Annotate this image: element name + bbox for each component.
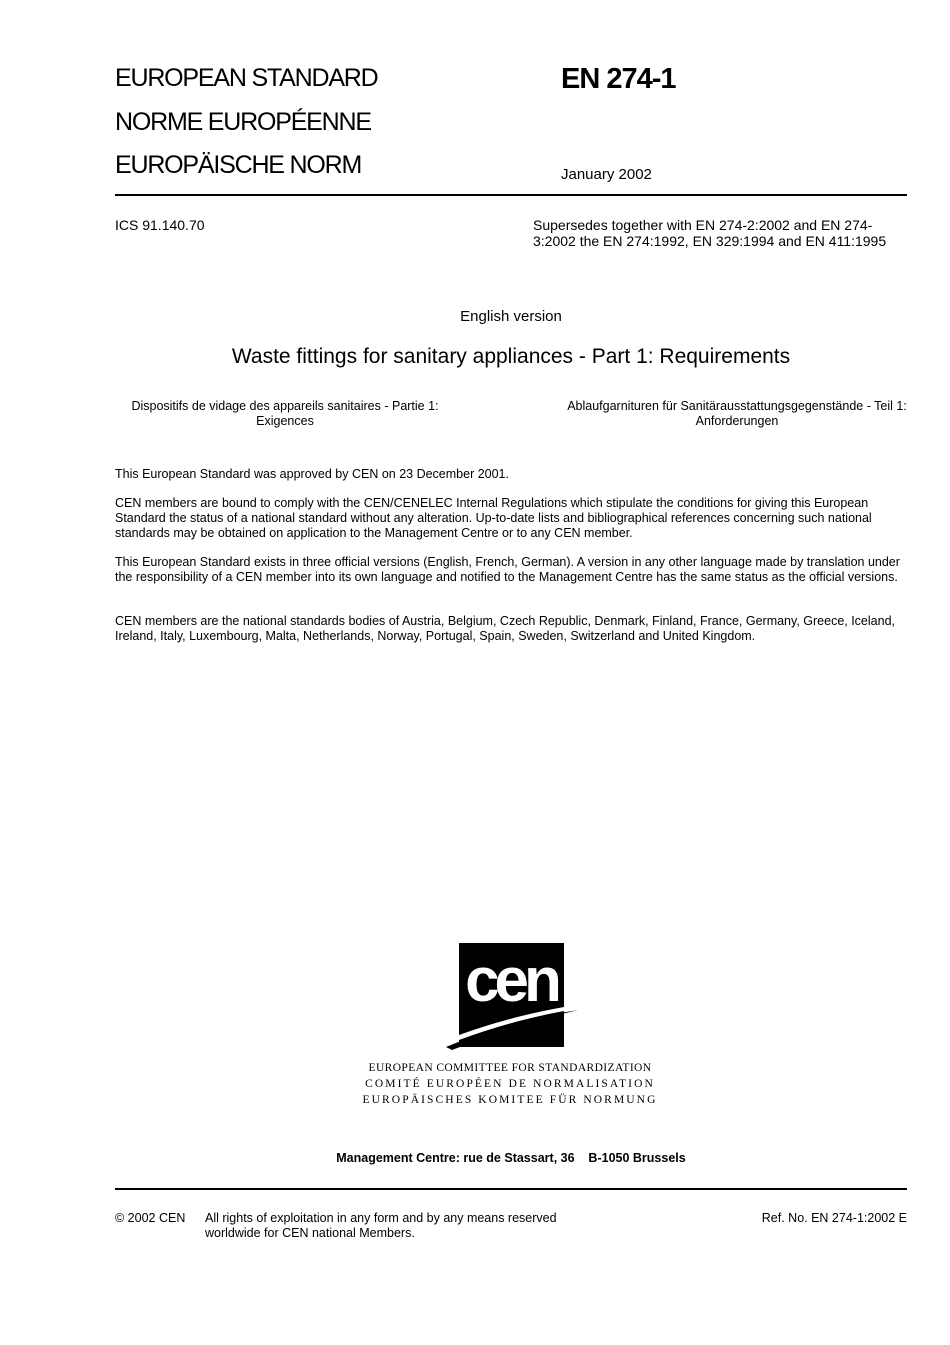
committee-name-fr: COMITÉ EUROPÉEN DE NORMALISATION (365, 1078, 655, 1090)
document-title: Waste fittings for sanitary appliances - Part 1: Requirements (231, 345, 791, 368)
standard-title-de: EUROPÄISCHE NORM (115, 151, 362, 179)
title-french: Dispositifs de vidage des appareils sanitaires - Partie 1: Exigences (131, 399, 439, 428)
cen-logo-icon (446, 943, 580, 1050)
publication-date: January 2002 (561, 166, 652, 183)
committee-name-de: EUROPÄISCHES KOMITEE FÜR NORMUNG (362, 1094, 658, 1106)
supersedes-note: Supersedes together with EN 274-2:2002 and EN 274-3:2002 the EN 274:1992, EN 329:1994 and EN 411:1995 (533, 217, 887, 249)
committee-name-en: EUROPEAN COMMITTEE FOR STANDARDIZATION (368, 1062, 652, 1074)
header-divider (115, 194, 907, 196)
language-version: English version (460, 308, 562, 325)
rights-statement: All rights of exploitation in any form and by any means reserved worldwide for CEN national Members. (205, 1211, 557, 1240)
approval-paragraph: This European Standard was approved by CEN on 23 December 2001. (115, 467, 509, 481)
cen-logo-text: cen (465, 946, 557, 1015)
reference-number: Ref. No. EN 274-1:2002 E (761, 1211, 907, 1225)
members-paragraph: CEN members are the national standards bodies of Austria, Belgium, Czech Republic, Denmark, Finland, France, Germany, Greece, Iceland, Ireland, Italy, Luxembourg, Malta, Netherlands, Norway, Portugal, Spain, Sweden, Switzerland and United Kingdom. (115, 614, 895, 643)
copyright-notice: © 2002 CEN (115, 1211, 186, 1225)
footer-divider (115, 1188, 907, 1190)
title-german: Ablaufgarnituren für Sanitärausstattungsgegenstände - Teil 1: Anforderungen (567, 399, 907, 428)
standard-title-fr: NORME EUROPÉENNE (115, 108, 371, 136)
ics-code: ICS 91.140.70 (115, 217, 205, 233)
management-centre-address: Management Centre: rue de Stassart, 36 B-1050 Brussels (336, 1151, 686, 1165)
regulations-paragraph: CEN members are bound to comply with the CEN/CENELEC Internal Regulations which stipulate the conditions for giving this European Standard the status of a national standard without any alteration. Up-to-date lists and bibliographical references concerning such national standards may be obtained on application to the Management Centre or to any CEN member. (115, 496, 872, 540)
standard-title-en: EUROPEAN STANDARD (115, 64, 378, 92)
document-number: EN 274-1 (561, 63, 676, 95)
official-versions-paragraph: This European Standard exists in three official versions (English, French, German). A version in any other language made by translation under the responsibility of a CEN member into its own language and notified to the Management Centre has the same status as the official versions. (115, 555, 900, 584)
